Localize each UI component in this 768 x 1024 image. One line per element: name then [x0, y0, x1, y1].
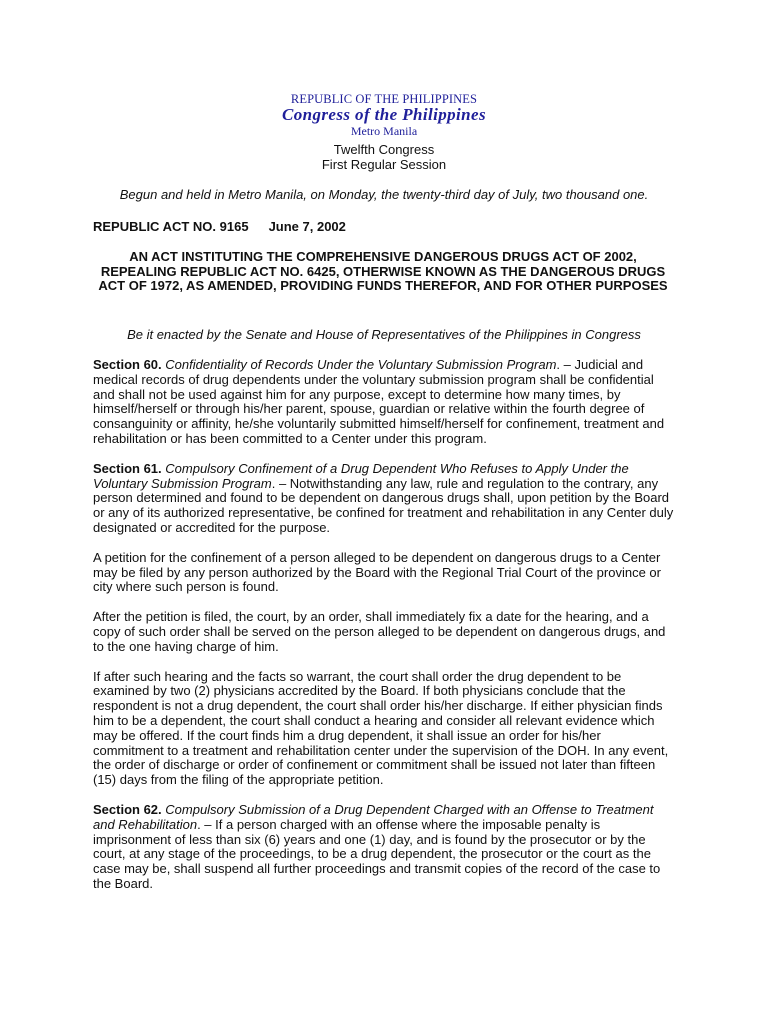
- section-number: Section 60.: [93, 357, 162, 372]
- congress-heading: Congress of the Philippines: [282, 105, 486, 124]
- section-61-paragraph-2: A petition for the confinement of a person alleged to be dependent on dangerous drugs to a Center may be filed by any person authorized by the Board with the Regional Trial Court of the province or city where such person is found.: [93, 549, 661, 595]
- congress-number: Twelfth Congress: [333, 142, 435, 157]
- session-name: First Regular Session: [321, 157, 447, 172]
- section-62: [93, 803, 675, 892]
- enacting-clause: Be it enacted by the Senate and House of Representatives of the Philippines in Congress: [127, 327, 641, 342]
- section-61-paragraph-4: If after such hearing and the facts so warrant, the court shall order the drug dependent to be examined by two (2) physicians accredited by the Board. If both physicians conclude that the respondent is not a drug dependent, the court shall order his/her discharge. If either physician finds him to be a dependent, the court shall conduct a hearing and consider all relevant evidence which may be offered. If the court finds him a drug dependent, it shall issue an order for his/her commitment to a treatment and rehabilitation center under the supervision of the DOH. In any event, the order of discharge or order of confinement or commitment shall be issued not later than fifteen (15) days from the filing of the appropriate petition.: [93, 668, 669, 788]
- section-title: Confidentiality of Records Under the Voluntary Submission Program: [165, 357, 557, 372]
- document-body: [93, 358, 675, 907]
- section-text: . – Judicial and medical records of drug dependents under the voluntary submission program shall be confidential and shall not be used against him for any purpose, except to determine how many times, by himself/herself or through his/her parent, spouse, guardian or relative within the fourth degree of consanguinity or affinity, he/she voluntarily submitted himself/herself for confinement, treatment and rehabilitation or has been committed to a Center under this program.: [93, 357, 665, 446]
- section-60: [93, 358, 675, 447]
- section-number: Section 61.: [93, 460, 162, 476]
- act-date: June 7, 2002: [268, 219, 346, 234]
- location-heading: Metro Manila: [350, 124, 418, 138]
- section-title: Compulsory Submission of a Drug Dependent Charged with an Offense to Treatment and Rehabilitation: [93, 801, 654, 832]
- act-title: AN ACT INSTITUTING THE COMPREHENSIVE DANGEROUS DRUGS ACT OF 2002, REPEALING REPUBLIC ACT NO. 6425, OTHERWISE KNOWN AS THE DANGEROUS DRUGS ACT OF 1972, AS AMENDED, PROVIDING FUNDS THEREFOR, AND FOR OTHER PURPOSES: [98, 249, 668, 294]
- section-61-paragraph-3: After the petition is filed, the court, by an order, shall immediately fix a date for the hearing, and a copy of such order shall be served on the person alleged to be dependent on dangerous drugs, and to the one having charge of him.: [93, 609, 666, 654]
- section-title: Compulsory Confinement of a Drug Dependent Who Refuses to Apply Under the Voluntary Submission Program: [93, 460, 629, 491]
- act-number-line: [93, 219, 346, 235]
- letterhead: [0, 92, 768, 138]
- section-61: [93, 462, 675, 536]
- session-block: [0, 142, 768, 172]
- republic-heading: REPUBLIC OF THE PHILIPPINES: [290, 92, 478, 106]
- begun-line: Begun and held in Metro Manila, on Monday, the twenty-third day of July, two thousand one.: [119, 187, 649, 202]
- act-number: REPUBLIC ACT NO. 9165: [93, 219, 249, 234]
- section-text: . – Notwithstanding any law, rule and regulation to the contrary, any person determined and found to be dependent on dangerous drugs shall, upon petition by the Board or any of its authorized representative, be confined for treatment and rehabilitation in any Center duly designated or accredited for the purpose.: [93, 475, 674, 535]
- section-text: . – If a person charged with an offense where the imposable penalty is imprisonment of less than six (6) years and one (1) day, and is found by the prosecutor or by the court, at any stage of the proceedings, to be a drug dependent, the prosecutor or the court as the case may be, shall suspend all further proceedings and transmit copies of the record of the case to the Board.: [93, 816, 661, 891]
- section-number: Section 62.: [93, 801, 162, 817]
